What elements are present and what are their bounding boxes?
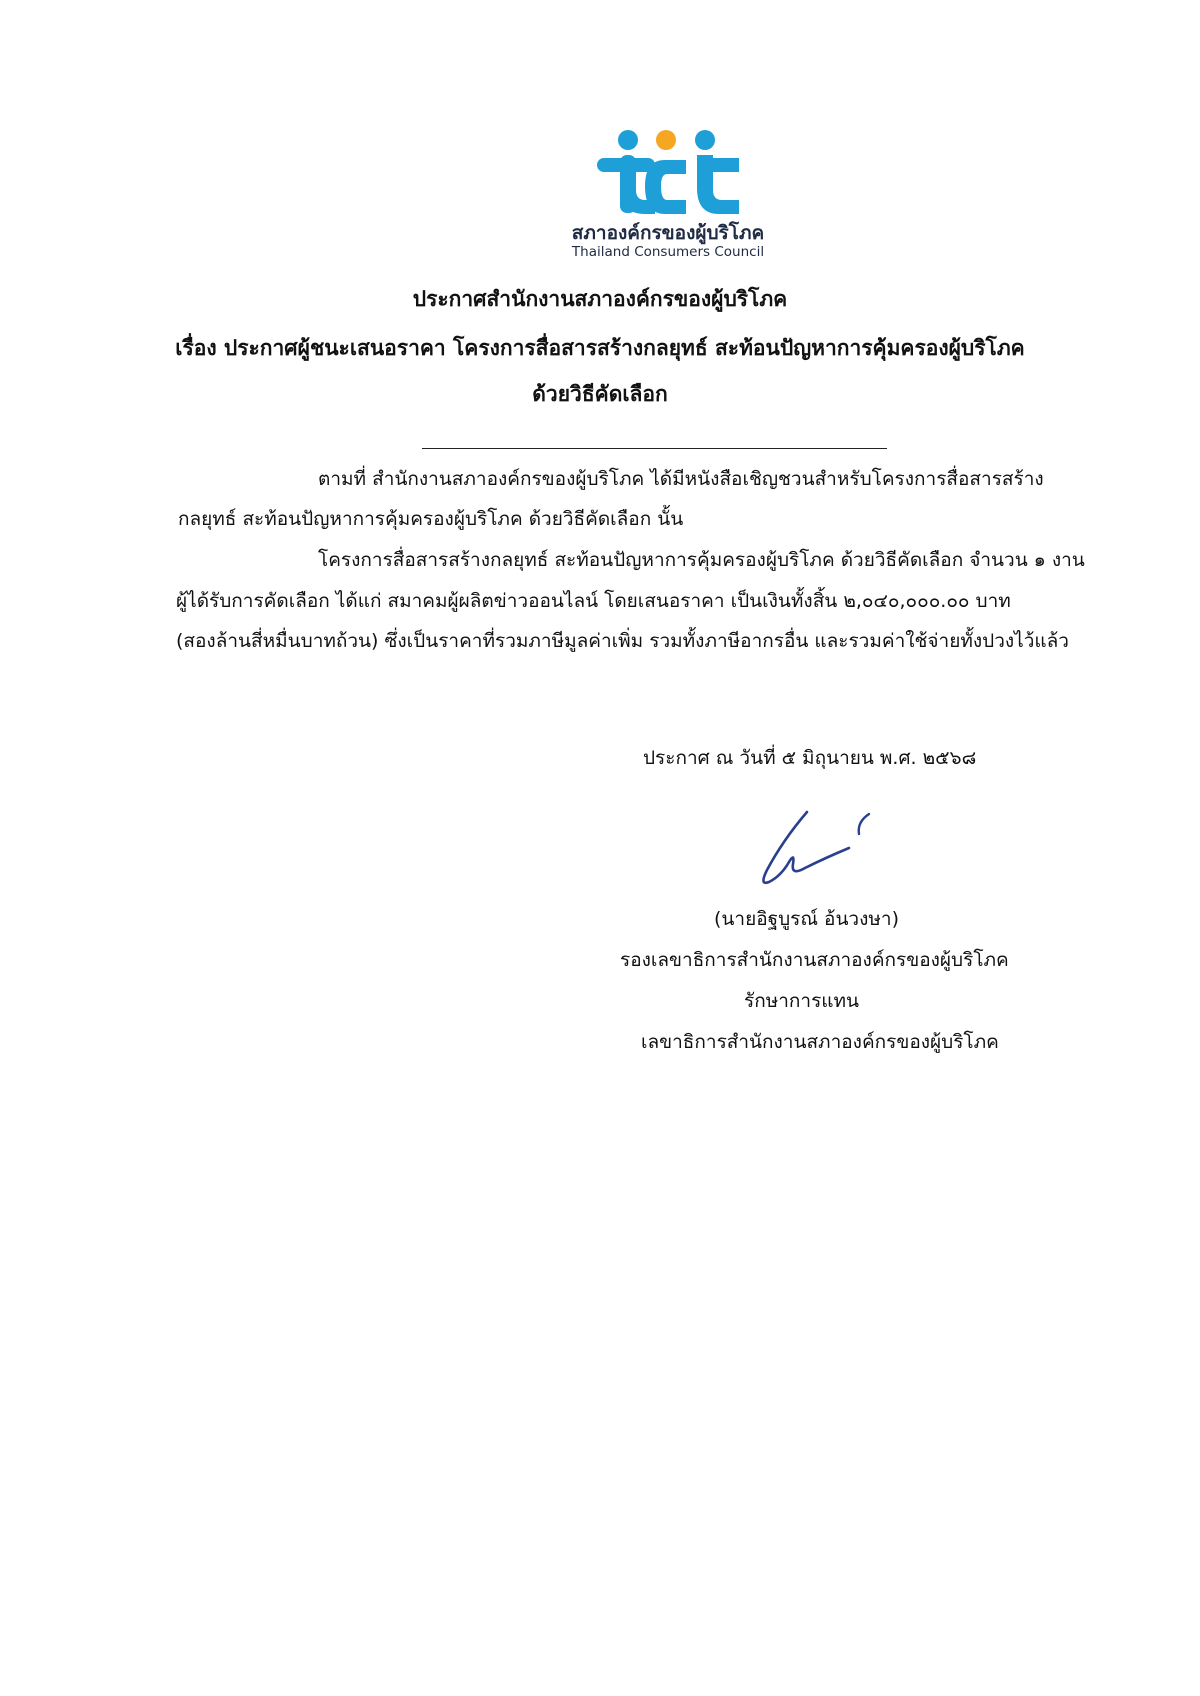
- body-paragraph-line: ตามที่ สำนักงานสภาองค์กรของผู้บริโภค ได้มีหนังสือเชิญชวนสำหรับโครงการสื่อสารสร้าง: [318, 468, 1044, 490]
- signatory-name: (นายอิฐบูรณ์ อ้นวงษา): [714, 908, 899, 930]
- signatory-acting-for: เลขาธิการสำนักงานสภาองค์กรของผู้บริโภค: [641, 1031, 999, 1053]
- body-paragraph-line: กลยุทธ์ สะท้อนปัญหาการคุ้มครองผู้บริโภค ด้วยวิธีคัดเลือก นั้น: [178, 508, 684, 530]
- announcement-subject: เรื่อง ประกาศผู้ชนะเสนอราคา โครงการสื่อสารสร้างกลยุทธ์ สะท้อนปัญหาการคุ้มครองผู้บริโภค: [175, 336, 1025, 360]
- handwritten-signature: [745, 800, 905, 900]
- org-name-english: Thailand Consumers Council: [571, 244, 765, 260]
- body-paragraph-line: (สองล้านสี่หมื่นบาทถ้วน) ซึ่งเป็นราคาที่รวมภาษีมูลค่าเพิ่ม รวมทั้งภาษีอากรอื่น และรวมค่าใช้จ่ายทั้งปวงไว้แล้ว: [176, 630, 1069, 652]
- tcc-logo-icon: [593, 128, 743, 218]
- org-name-thai: สภาองค์กรของผู้บริโภค: [571, 222, 765, 244]
- title-divider: [422, 448, 887, 449]
- announcement-date: ประกาศ ณ วันที่ ๕ มิถุนายน พ.ศ. ๒๕๖๘: [643, 747, 977, 769]
- announcement-subject-method: ด้วยวิธีคัดเลือก: [532, 382, 668, 406]
- signatory-acting: รักษาการแทน: [744, 990, 860, 1012]
- org-logo: [548, 128, 788, 261]
- announcement-title: ประกาศสำนักงานสภาองค์กรของผู้บริโภค: [412, 287, 788, 311]
- signatory-position: รองเลขาธิการสำนักงานสภาองค์กรของผู้บริโภค: [620, 949, 1009, 971]
- body-paragraph-line: โครงการสื่อสารสร้างกลยุทธ์ สะท้อนปัญหาการคุ้มครองผู้บริโภค ด้วยวิธีคัดเลือก จำนวน ๑ งาน: [318, 549, 1085, 571]
- body-paragraph-line: ผู้ได้รับการคัดเลือก ได้แก่ สมาคมผู้ผลิตข่าวออนไลน์ โดยเสนอราคา เป็นเงินทั้งสิ้น ๒,๐๔๐,๐๐๐.๐๐ บาท: [176, 590, 1011, 612]
